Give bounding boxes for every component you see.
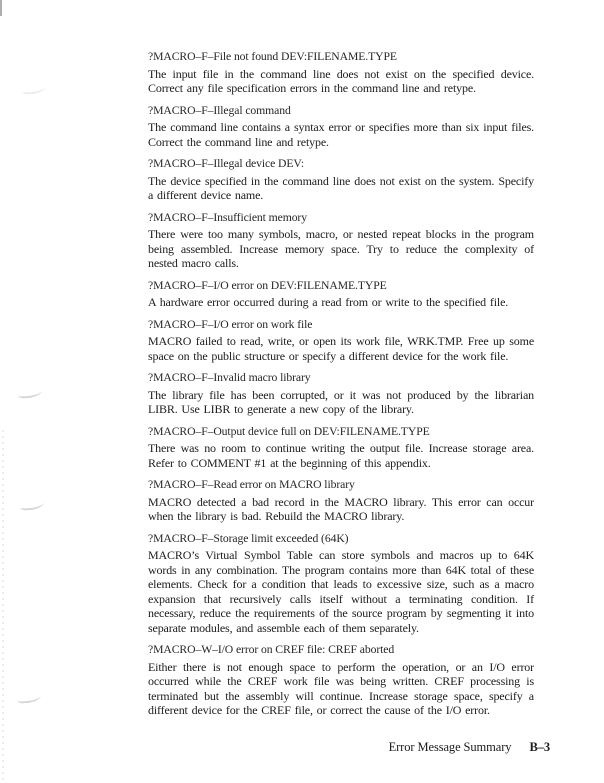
error-description: There were too many symbols, macro, or nested repeat blocks in the program being assembled. Increase memory space. Try to reduce the complexity of nested macro calls. xyxy=(148,227,534,270)
error-code-heading: ?MACRO–F–Invalid macro library xyxy=(148,371,311,384)
error-description: The command line contains a syntax error or specifies more than six input files. Correct the command line and retype. xyxy=(148,120,534,149)
scan-edge-artifact xyxy=(0,0,2,16)
error-section xyxy=(148,478,534,524)
margin-mark xyxy=(22,83,47,95)
error-section xyxy=(148,211,534,271)
error-description: MACRO detected a bad record in the MACRO library. This error can occur when the library is bad. Rebuild the MACRO library. xyxy=(148,494,534,523)
error-section xyxy=(148,371,534,417)
error-code-heading: ?MACRO–F–I/O error on DEV:FILENAME.TYPE xyxy=(148,278,387,292)
error-description: A hardware error occurred during a read from or write to the specified file. xyxy=(148,295,509,309)
error-section xyxy=(148,643,534,718)
margin-mark xyxy=(18,387,43,399)
error-description: Either there is not enough space to perform the operation, or an I/O error occurred while the CREF work file was being written. CREF processing is terminated but the assembly will continue. Increase storage space, specify a different device for the CREF file, or correct the cause of the I/O error. xyxy=(148,659,534,717)
error-section xyxy=(148,157,534,203)
error-code-heading: ?MACRO–F–Read error on MACRO library xyxy=(148,478,355,491)
error-code-heading: ?MACRO–F–Insufficient memory xyxy=(148,210,307,224)
error-code-heading: ?MACRO–W–I/O error on CREF file: CREF aborted xyxy=(148,643,395,656)
page-footer xyxy=(389,740,550,755)
error-code-heading: ?MACRO–F–Storage limit exceeded (64K) xyxy=(148,531,349,545)
scan-edge-noise xyxy=(2,430,4,783)
error-section xyxy=(148,425,534,471)
error-code-heading: ?MACRO–F–Illegal device DEV: xyxy=(148,157,305,170)
page-number: B–3 xyxy=(529,740,550,754)
error-description: The library file has been corrupted, or it was not produced by the librarian LIBR. Use LIBR to generate a new copy of the library. xyxy=(148,387,534,416)
error-section xyxy=(148,532,534,636)
error-section xyxy=(148,279,534,310)
margin-mark xyxy=(20,499,45,511)
error-section xyxy=(148,318,534,364)
error-description: MACRO’s Virtual Symbol Table can store symbols and macros up to 64K words in any combination. The program contains more than 64K total of these elements. Check for a condition that leads to excessive size, such as a macro expansion that recursively calls itself without a terminating condition. If necessary, reduce the requirements of the source program by segmenting it into separate modules, and assemble each of them separately. xyxy=(148,548,534,635)
error-section xyxy=(148,50,534,96)
footer-title: Error Message Summary xyxy=(388,740,512,754)
error-description: The input file in the command line does not exist on the specified device. Correct any file specification errors in the command line and retype. xyxy=(148,66,534,95)
margin-mark xyxy=(17,692,42,704)
error-description: MACRO failed to read, write, or open its work file, WRK.TMP. Free up some space on the public structure or specify a different device for the work file. xyxy=(148,334,534,363)
error-code-heading: ?MACRO–F–I/O error on work file xyxy=(148,317,313,331)
error-code-heading: ?MACRO–F–File not found DEV:FILENAME.TYPE xyxy=(148,50,397,63)
error-code-heading: ?MACRO–F–Illegal command xyxy=(148,103,291,117)
error-code-heading: ?MACRO–F–Output device full on DEV:FILENAME.TYPE xyxy=(148,424,430,438)
error-message-list xyxy=(148,50,534,726)
error-description: The device specified in the command line does not exist on the system. Specify a different device name. xyxy=(148,173,534,202)
error-description: There was no room to continue writing the output file. Increase storage area. Refer to COMMENT #1 at the beginning of this appendix. xyxy=(148,441,534,470)
error-section xyxy=(148,104,534,150)
